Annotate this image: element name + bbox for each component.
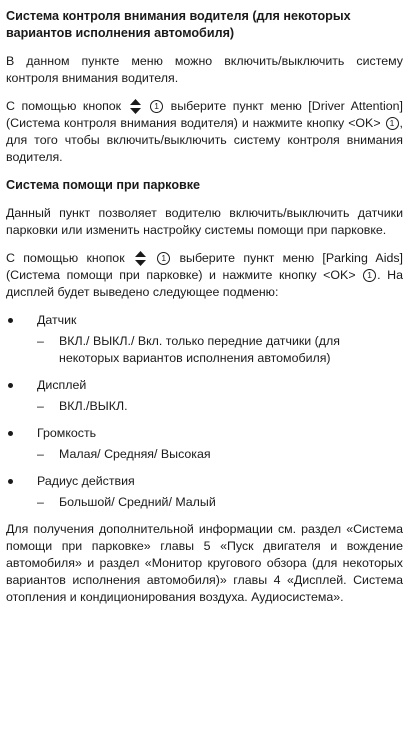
- callout-number-icon: 1: [363, 269, 376, 282]
- bullet-icon: [6, 473, 37, 490]
- dash-marker: –: [37, 495, 44, 509]
- parking-aids-instruction: С помощью кнопок 1 выберите пункт меню [Parking Aids] (Система помощи при парковке) и нажмите кнопку <OK> 1 . На дисплей будет выведено следующее подменю:: [6, 251, 403, 299]
- driver-attention-intro: В данном пункте меню можно включить/выключить систему контроля внимания водителя.: [6, 54, 403, 85]
- dash-marker: –: [37, 399, 44, 413]
- option-label: Датчик: [37, 313, 77, 327]
- bullet-icon: [6, 312, 37, 329]
- section-heading-driver-attention: Система контроля внимания водителя (для некоторых вариантов исполнения автомобиля): [6, 9, 351, 40]
- list-item: [6, 425, 403, 463]
- list-item: [6, 377, 403, 415]
- callout-number-icon: 1: [157, 252, 170, 265]
- callout-number-icon: 1: [386, 117, 399, 130]
- option-label: Радиус действия: [37, 474, 135, 488]
- option-label: Дисплей: [37, 378, 87, 392]
- up-down-arrow-buttons-icon: [135, 251, 146, 266]
- up-down-arrow-buttons-icon: [130, 99, 141, 114]
- list-item: [6, 312, 403, 367]
- list-item: [6, 473, 403, 511]
- option-values: ВКЛ./ВЫКЛ.: [59, 399, 128, 413]
- option-label: Громкость: [37, 426, 97, 440]
- option-values: Малая/ Средняя/ Высокая: [59, 447, 211, 461]
- dash-marker: –: [37, 334, 44, 348]
- callout-number-icon: 1: [150, 100, 163, 113]
- bullet-icon: [6, 377, 37, 394]
- parking-aids-intro: Данный пункт позволяет водителю включить/выключить датчики парковки или изменить настройку системы помощи при парковке.: [6, 206, 403, 237]
- section-heading-parking-aids: Система помощи при парковке: [6, 178, 201, 192]
- option-values: ВКЛ./ ВЫКЛ./ Вкл. только передние датчики (для некоторых вариантов исполнения автомобиля): [59, 334, 340, 365]
- dash-marker: –: [37, 447, 44, 461]
- driver-attention-instruction: С помощью кнопок 1 выберите пункт меню [Driver Attention] (Система контроля внимания водителя) и нажмите кнопку <OK> 1 , для того чтобы включить/выключить систему контроля внимания водителя.: [6, 99, 403, 164]
- submenu-options-list: [6, 312, 403, 511]
- footer-reference-text: Для получения дополнительной информации см. раздел «Система помощи при парковке» главы 5 «Пуск двигателя и вождение автомобиля» и раздел «Монитор кругового обзора (для некоторых вариантов исполнения автомобиля)» главы 4 «Дисплей. Система отопления и кондиционирования воздуха. Аудиосистема».: [6, 522, 403, 604]
- option-values: Большой/ Средний/ Малый: [59, 495, 216, 509]
- bullet-icon: [6, 425, 37, 442]
